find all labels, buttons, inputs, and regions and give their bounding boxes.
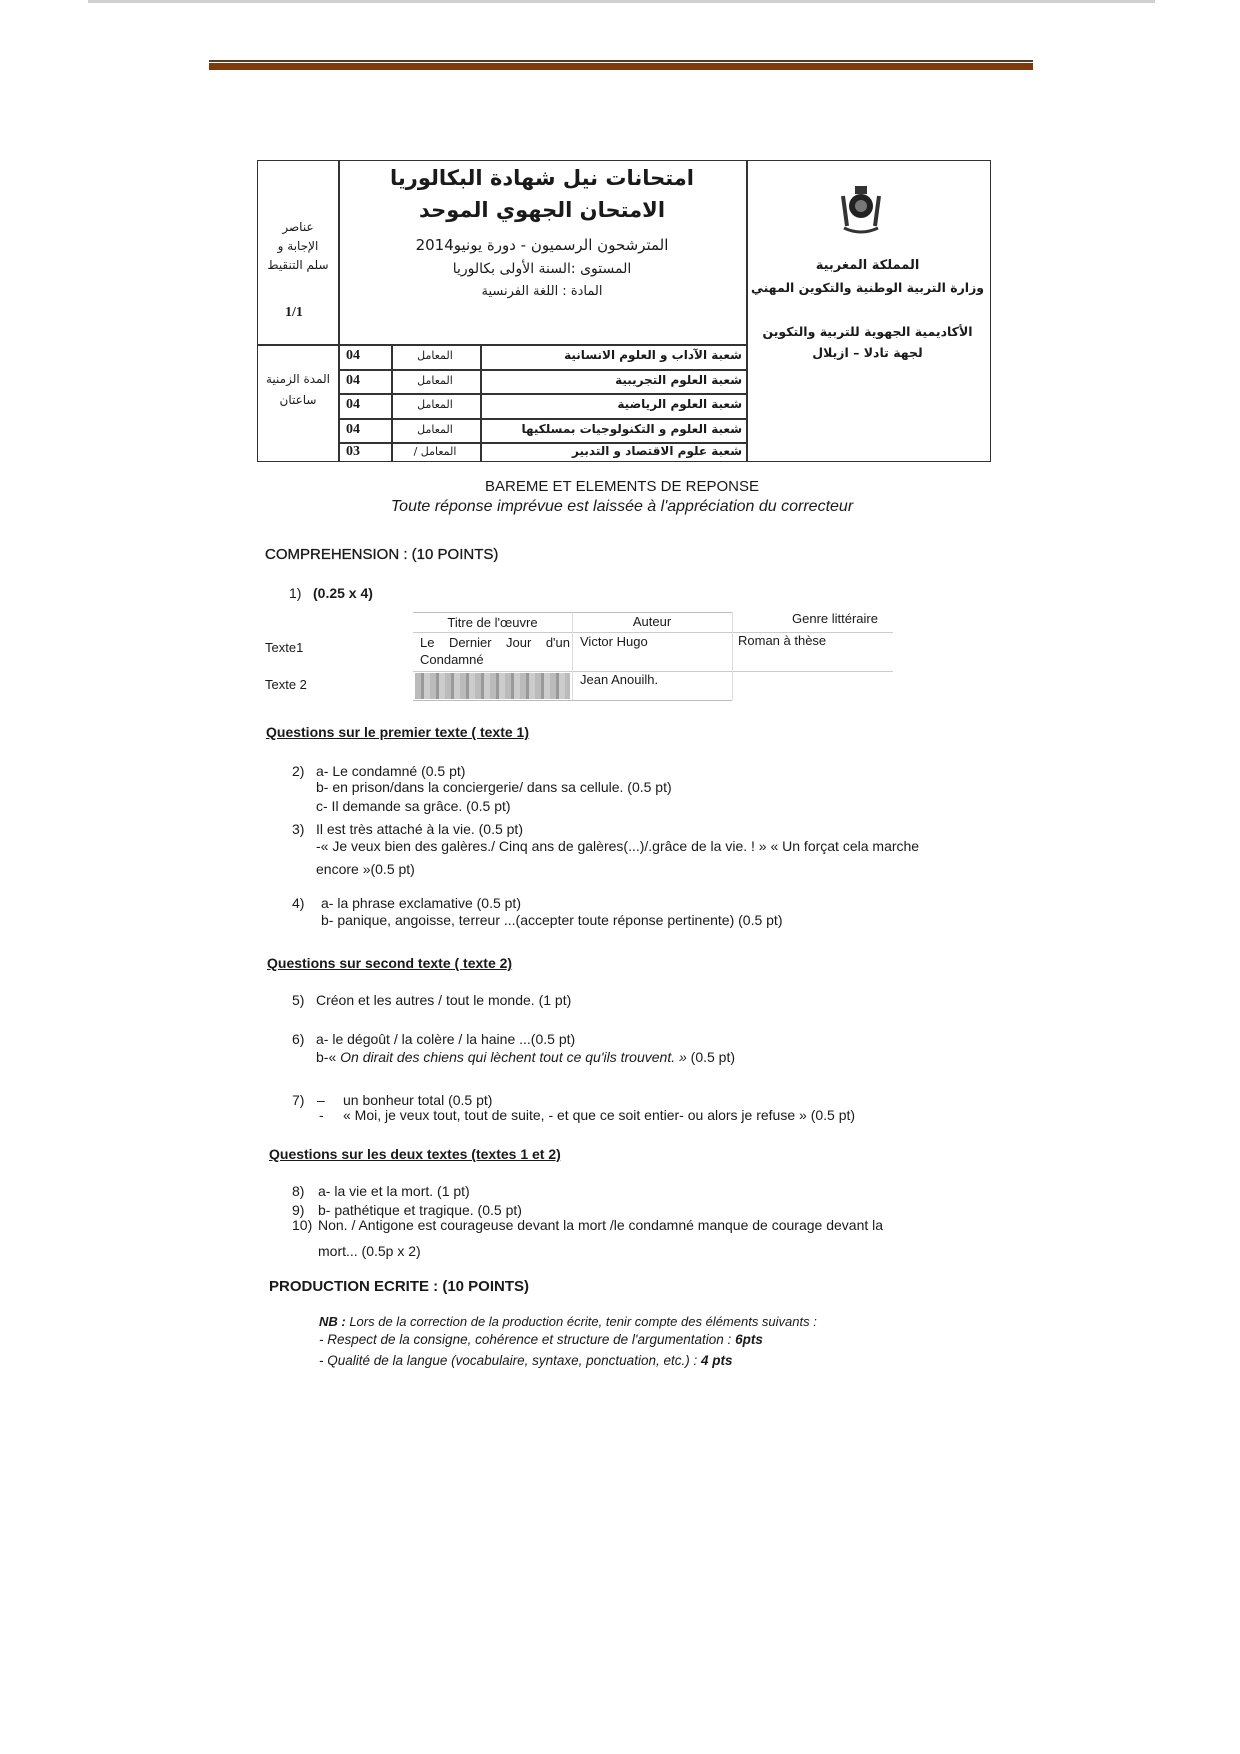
answer-line: -« Je veux bien des galères./ Cinq ans de galères(...)/.grâce de la vie. ! » « Un forçat cela marche	[316, 838, 920, 854]
nb-text: Lors de la correction de la production écrite, tenir compte des éléments suivants :	[345, 1314, 817, 1329]
divider	[746, 160, 748, 462]
answer-line: a- Le condamné (0.5 pt)	[316, 763, 466, 779]
question-points: (0.25 x 4)	[313, 585, 373, 601]
answer-line: Créon et les autres / tout le monde. (1 pt)	[316, 992, 572, 1008]
academy: الأكاديمية الجهوية للتربية والتكوين	[762, 324, 973, 339]
document-title: BAREME ET ELEMENTS DE REPONSE	[485, 478, 759, 495]
bullet: -	[319, 1107, 324, 1123]
question-number: 8)	[292, 1183, 305, 1199]
divider	[257, 344, 746, 346]
row-label: Texte1	[265, 640, 304, 655]
answer-line	[316, 1049, 735, 1065]
branch-name: شعبة العلوم التجريبية	[615, 373, 742, 387]
divider	[338, 369, 746, 371]
header-rule	[209, 60, 1033, 62]
question-number: 1)	[289, 585, 302, 601]
answer-line: a- le dégoût / la colère / la haine ...(0.5 pt)	[316, 1031, 576, 1047]
question-number: 3)	[292, 821, 305, 837]
answer-line: un bonheur total (0.5 pt)	[343, 1092, 493, 1108]
production-heading: PRODUCTION ECRITE : (10 POINTS)	[269, 1278, 530, 1295]
question-number: 10)	[292, 1217, 313, 1233]
header-rule-thick	[209, 63, 1033, 70]
author: Victor Hugo	[580, 634, 648, 649]
column-header: Genre littéraire	[792, 611, 878, 626]
answer-line: « Moi, je veux tout, tout de suite, - et que ce soit entier- ou alors je refuse » (0.5 pt)	[343, 1107, 856, 1123]
document-subtitle: Toute réponse imprévue est laissée à l'appréciation du correcteur	[390, 498, 854, 515]
answer-line: mort... (0.5p x 2)	[318, 1243, 421, 1259]
answer-line: Non. / Antigone est courageuse devant la mort /le condamné manque de courage devant la	[318, 1217, 884, 1233]
coefficient-label: المعامل	[417, 423, 453, 436]
ministry: وزارة التربية الوطنية والتكوين المهني	[750, 280, 985, 295]
work-title: Le Dernier Jour d'un Condamné	[420, 635, 570, 667]
coat-of-arms-icon	[838, 182, 884, 236]
branch-name: شعبة العلوم و التكنولوجيات بمسلكيها	[521, 422, 742, 436]
question-number: 6)	[292, 1031, 305, 1047]
bullet: –	[317, 1092, 325, 1108]
answer-points: (0.5 pt)	[686, 1049, 736, 1065]
criterion-text: - Qualité de la langue (vocabulaire, syntaxe, ponctuation, etc.) :	[319, 1353, 701, 1368]
criterion	[319, 1353, 732, 1368]
label-line: الإجابة و	[277, 239, 319, 253]
coefficient-label: المعامل	[417, 374, 453, 387]
column-header: Auteur	[632, 614, 672, 629]
criterion-points: 6pts	[735, 1332, 763, 1347]
question-number: 7)	[292, 1092, 305, 1108]
criterion-text: - Respect de la consigne, cohérence et structure de l'argumentation :	[319, 1332, 736, 1347]
divider	[732, 612, 733, 700]
page-number: 1/1	[285, 305, 303, 320]
branch-name: شعبة العلوم الرياضية	[617, 397, 742, 411]
branch-name: شعبة الآداب و العلوم الانسانية	[564, 348, 742, 362]
genre: Roman à thèse	[738, 633, 827, 648]
duration-label: المدة الزمنية	[265, 372, 331, 386]
author: Jean Anouilh.	[580, 672, 659, 687]
section-heading: Questions sur le premier texte ( texte 1)	[266, 724, 529, 740]
comprehension-heading: COMPREHENSION : (10 POINTS)	[265, 546, 499, 563]
region: لجهة تادلا – ازيلال	[812, 345, 923, 360]
answer-line: Il est très attaché à la vie. (0.5 pt)	[316, 821, 523, 837]
coefficient: 03	[346, 444, 360, 459]
coefficient: 04	[346, 397, 360, 412]
top-border	[88, 0, 1155, 3]
divider	[338, 418, 746, 420]
divider	[480, 344, 482, 462]
criterion-points: 4 pts	[700, 1353, 733, 1368]
answer-line: a- la phrase exclamative (0.5 pt)	[321, 895, 521, 911]
answer-key-label	[262, 218, 334, 275]
question-number: 2)	[292, 763, 305, 779]
session: المترشحون الرسميون - دورة يونيو2014	[415, 236, 669, 254]
row-label: Texte 2	[265, 677, 307, 692]
label-line: عناصر	[282, 220, 314, 234]
coefficient: 04	[346, 422, 360, 437]
coefficient-label: المعامل	[417, 398, 453, 411]
criterion	[319, 1332, 763, 1347]
kingdom: المملكة المغربية	[815, 258, 920, 273]
subject: المادة : اللغة الفرنسية	[481, 284, 603, 299]
column-header: Titre de l'œuvre	[447, 615, 538, 630]
answer-line: b- en prison/dans la conciergerie/ dans sa cellule. (0.5 pt)	[316, 779, 672, 795]
answer-prefix: b-«	[316, 1049, 341, 1065]
exam-title: امتحانات نيل شهادة البكالوريا	[389, 166, 695, 190]
answer-line: b- pathétique et tragique. (0.5 pt)	[318, 1202, 522, 1218]
answer-line: encore »(0.5 pt)	[316, 861, 415, 877]
section-heading: Questions sur les deux textes (textes 1 et 2)	[269, 1146, 561, 1162]
question-number: 9)	[292, 1202, 305, 1218]
nb-label: NB :	[319, 1314, 346, 1329]
question-number: 5)	[292, 992, 305, 1008]
divider	[413, 700, 732, 701]
divider	[391, 344, 393, 462]
coefficient: 04	[346, 373, 360, 388]
exam-subtitle: الامتحان الجهوي الموحد	[418, 198, 666, 222]
nb-intro	[319, 1314, 817, 1329]
coefficient: 04	[346, 348, 360, 363]
duration-value: ساعتان	[279, 393, 317, 407]
question-number: 4)	[292, 895, 305, 911]
coefficient-label: المعامل	[417, 349, 453, 362]
level: المستوى :السنة الأولى بكالوريا	[452, 261, 632, 277]
coefficient-label: المعامل /	[413, 445, 457, 458]
blurred-cell	[415, 673, 570, 699]
answer-line: a- la vie et la mort. (1 pt)	[318, 1183, 470, 1199]
label-line: سلم التنقيط	[267, 258, 329, 272]
branch-name: شعبة علوم الاقتصاد و التدبير	[572, 444, 742, 458]
quotation: On dirait des chiens qui lèchent tout ce qu'ils trouvent. »	[340, 1049, 687, 1065]
section-heading: Questions sur second texte ( texte 2)	[267, 955, 513, 971]
answer-line: c- Il demande sa grâce. (0.5 pt)	[316, 798, 511, 814]
answer-line: b- panique, angoisse, terreur ...(accepter toute réponse pertinente) (0.5 pt)	[321, 912, 783, 928]
divider	[338, 393, 746, 395]
